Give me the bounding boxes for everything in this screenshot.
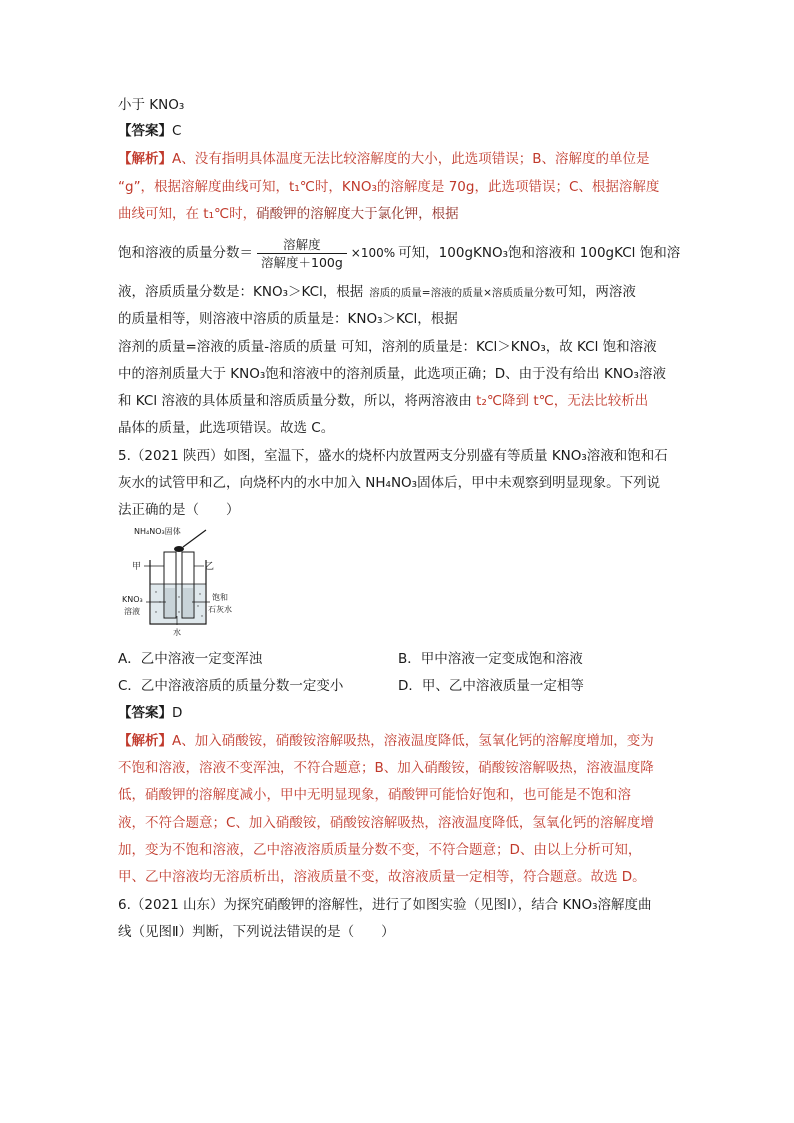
prev-analysis-line-8: 中的溶剂质量大于 KNO₃饱和溶液中的溶剂质量，此选项正确；D、由于没有给出 KNO₃溶液: [118, 366, 666, 382]
q5-option-d: D．甲、乙中溶液质量一定相等: [398, 678, 584, 694]
fig-label-yi: 乙: [205, 562, 215, 572]
q5-stem-line-2: 灰水的试管甲和乙，向烧杯内的水中加入 NH₄NO₃固体后，甲中未观察到明显现象。下列说: [118, 475, 661, 491]
q6-stem-line-1: 6.（2021 山东）为探究硝酸钾的溶解性，进行了如图实验（见图Ⅰ），结合 KNO₃溶解度曲: [118, 897, 652, 913]
answer-label: 【答案】: [118, 123, 172, 139]
analysis-text-formula: 溶质的质量=溶液的质量×溶质质量分数: [369, 287, 555, 299]
q5-answer: [118, 703, 182, 723]
q5-analysis-line-5: 加，变为不饱和溶液，乙中溶液溶质质量分数不变，不符合题意；D、由以上分析可知，: [118, 842, 642, 858]
q5-option-b: B．甲中溶液一定变成饱和溶液: [398, 651, 583, 667]
prev-analysis-line-10: 晶体的质量，此选项错误。故选 C。: [118, 420, 335, 436]
answer-label: 【答案】: [118, 705, 172, 721]
fig-label-nh4no3: NH₄NO₃固体: [134, 527, 181, 536]
formula-lhs: 饱和溶液的质量分数＝: [118, 245, 253, 261]
formula-line: [118, 231, 680, 275]
prev-answer: [118, 121, 181, 141]
analysis-label: 【解析】: [118, 151, 172, 167]
formula-times: ×100%: [350, 246, 396, 260]
analysis-text-a: 曲线可知，在 t₁℃时，: [118, 206, 257, 222]
fig-label-shihuishui: 石灰水: [208, 605, 232, 614]
prev-analysis-line-6: 的质量相等，则溶液中溶质的质量是：KNO₃＞KCl，根据: [118, 311, 458, 327]
spoon-bowl: [174, 546, 184, 552]
fig-label-baohe: 饱和: [212, 593, 228, 602]
q5-option-c: C．乙中溶液溶质的质量分数一定变小: [118, 678, 344, 694]
prev-tail-line: 小于 KNO₃: [118, 97, 185, 113]
formula-tail: 可知，100gKNO₃饱和溶液和 100gKCl 饱和溶: [398, 245, 681, 261]
prev-analysis-line-1: [118, 149, 650, 169]
spoon-handle: [183, 530, 206, 547]
tube-jia-liquid: [165, 588, 175, 617]
analysis-text-b: 硝酸钾的溶解度大于氯化钾，根据: [256, 206, 459, 222]
analysis-text: A、加入硝酸铵，硝酸铵溶解吸热，溶液温度降低，氢氧化钙的溶解度增加，变为: [172, 733, 654, 749]
formula-denominator: 溶解度＋100g: [261, 254, 343, 270]
analysis-label: 【解析】: [118, 733, 172, 749]
analysis-text-d: 可知，两溶液: [554, 284, 636, 300]
q6-stem-line-2: 线（见图Ⅱ）判断，下列说法错误的是（ ）: [118, 924, 395, 940]
analysis-text-f: t₂℃降到 t℃，无法比较析出: [476, 393, 649, 409]
q5-option-a: A．乙中溶液一定变浑浊: [118, 651, 263, 667]
prev-analysis-line-7: 溶剂的质量=溶液的质量-溶质的质量 可知，溶剂的质量是：KCl＞KNO₃，故 KCl 饱和溶液: [118, 339, 657, 355]
answer-value: C: [172, 123, 182, 139]
q5-analysis-line-2: 不饱和溶液，溶液不变浑浊，不符合题意；B、加入硝酸铵，硝酸铵溶解吸热，溶液温度降: [118, 760, 654, 776]
q5-analysis-line-3: 低，硝酸钾的溶解度减小，甲中无明显现象，硝酸钾可能恰好饱和，也可能是不饱和溶: [118, 787, 631, 803]
prev-analysis-line-3: [118, 204, 459, 224]
formula-numerator: 溶解度: [257, 236, 347, 254]
formula-fraction: [257, 236, 347, 271]
prev-analysis-line-9: [118, 391, 648, 411]
q5-analysis-line-1: [118, 731, 654, 751]
fig-label-rongye: 溶液: [124, 607, 140, 616]
fig-label-jia: 甲: [132, 562, 142, 572]
q5-stem-line-3: 法正确的是（ ）: [118, 502, 240, 518]
prev-analysis-line-2: “g”，根据溶解度曲线可知，t₁℃时，KNO₃的溶解度是 70g，此选项错误；C、根据溶解度: [118, 179, 660, 195]
beaker-figure: [120, 522, 250, 640]
tube-yi-liquid: [183, 588, 193, 617]
fig-label-kno3: KNO₃: [122, 595, 143, 604]
answer-value: D: [172, 705, 183, 721]
analysis-text: A、没有指明具体温度无法比较溶解度的大小，此选项错误；B、溶解度的单位是: [172, 151, 650, 167]
q5-analysis-line-4: 液，不符合题意；C、加入硝酸铵，硝酸铵溶解吸热，溶液温度降低，氢氧化钙的溶解度增: [118, 815, 654, 831]
fig-label-water: 水: [173, 628, 181, 637]
beaker-water: [151, 584, 205, 623]
q5-analysis-line-6: 甲、乙中溶液均无溶质析出，溶液质量不变，故溶液质量一定相等，符合题意。故选 D。: [118, 869, 646, 885]
q5-stem-line-1: 5.（2021 陕西）如图，室温下，盛水的烧杯内放置两支分别盛有等质量 KNO₃溶液和饱和石: [118, 448, 668, 464]
prev-analysis-line-5: [118, 282, 636, 303]
analysis-text-e: 和 KCl 溶液的具体质量和溶质质量分数，所以，将两溶液由: [118, 393, 477, 409]
analysis-text-c: 液，溶质质量分数是：KNO₃＞KCl，根据: [118, 284, 364, 300]
